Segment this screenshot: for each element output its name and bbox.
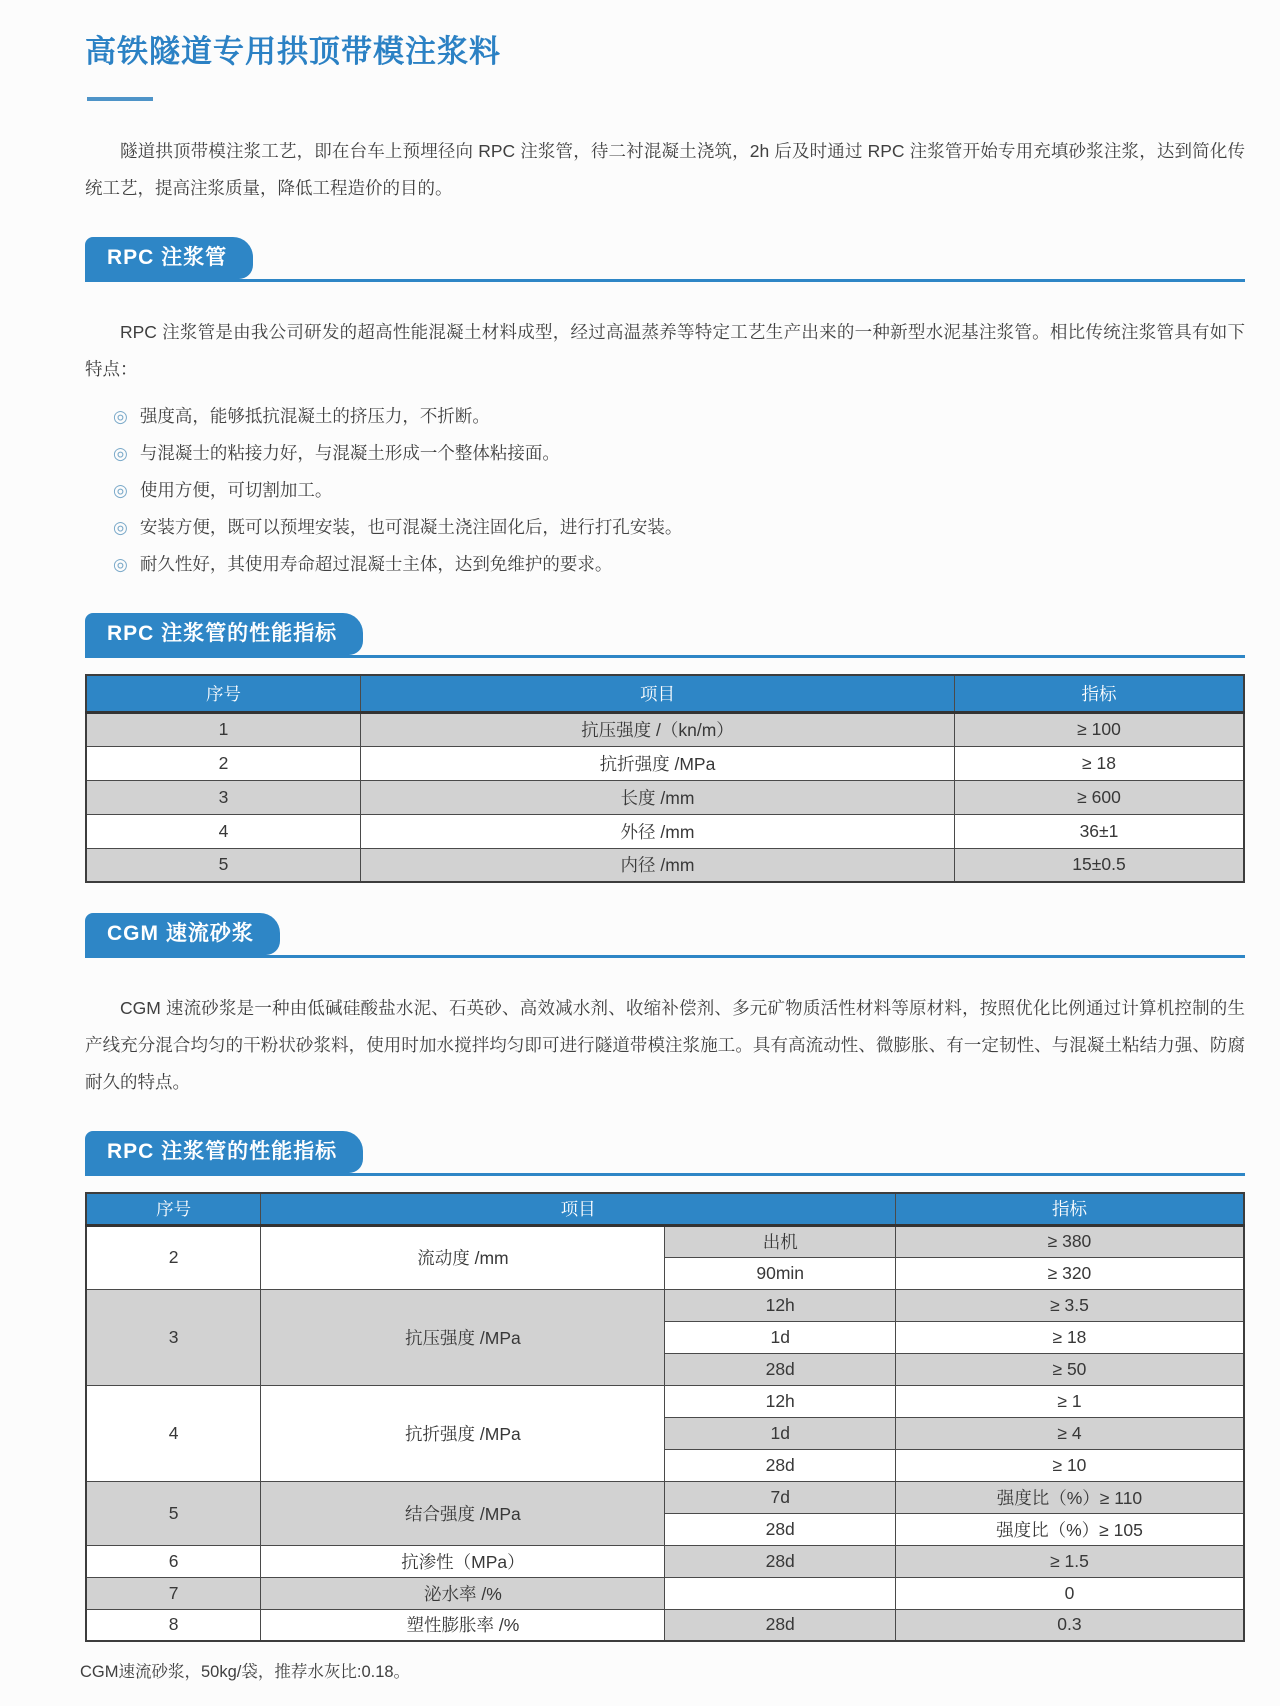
- cell-item: 抗渗性（MPa）: [261, 1545, 665, 1577]
- cell-item: 抗压强度 /MPa: [261, 1289, 665, 1385]
- cell-item: 流动度 /mm: [261, 1225, 665, 1289]
- table-row: [86, 1545, 1244, 1577]
- double-circle-bullet-icon: ◎: [113, 481, 128, 500]
- cell-condition: 1d: [665, 1321, 895, 1353]
- cell-condition: 28d: [665, 1609, 895, 1641]
- table-row: [86, 1577, 1244, 1609]
- cell-condition: [665, 1577, 895, 1609]
- cell-index: ≥ 4: [895, 1417, 1244, 1449]
- table-row: [86, 1225, 1244, 1257]
- double-circle-bullet-icon: ◎: [113, 444, 128, 463]
- cell-no: 2: [86, 1225, 261, 1289]
- cell-item: 长度 /mm: [360, 780, 954, 814]
- bullet-item: [113, 435, 1245, 472]
- bullet-text: 安装方便，既可以预埋安装，也可混凝土浇注固化后，进行打孔安装。: [139, 517, 683, 537]
- table-header-row: [86, 675, 1244, 712]
- cell-no: 5: [86, 848, 360, 882]
- cell-condition: 28d: [665, 1513, 895, 1545]
- column-header-index: 指标: [895, 1193, 1244, 1225]
- cell-index: 强度比（%）≥ 105: [895, 1513, 1244, 1545]
- cgm-table-body: [86, 1225, 1244, 1641]
- cell-item: 抗折强度 /MPa: [261, 1385, 665, 1481]
- table-row: [86, 780, 1244, 814]
- cell-condition: 28d: [665, 1449, 895, 1481]
- cell-condition: 出机: [665, 1225, 895, 1257]
- cell-no: 1: [86, 712, 360, 746]
- cell-index: ≥ 1.5: [895, 1545, 1244, 1577]
- rpc-pipe-paragraph: RPC 注浆管是由我公司研发的超高性能混凝土材料成型，经过高温蒸养等特定工艺生产出来的一种新型水泥基注浆管。相比传统注浆管具有如下特点：: [85, 322, 1245, 379]
- cell-no: 7: [86, 1577, 261, 1609]
- rpc-performance-table: [85, 674, 1245, 883]
- cell-no: 2: [86, 746, 360, 780]
- table-row: [86, 1609, 1244, 1641]
- cell-index: ≥ 320: [895, 1257, 1244, 1289]
- double-circle-bullet-icon: ◎: [113, 407, 128, 426]
- cell-condition: 90min: [665, 1257, 895, 1289]
- table-row: [86, 1385, 1244, 1417]
- cell-index: ≥ 100: [954, 712, 1244, 746]
- cell-condition: 28d: [665, 1545, 895, 1577]
- cell-item: 抗压强度 /（kn/m）: [360, 712, 954, 746]
- table-row: [86, 814, 1244, 848]
- table-row: [86, 712, 1244, 746]
- table-row: [86, 1289, 1244, 1321]
- cell-no: 4: [86, 1385, 261, 1481]
- cell-index: 0: [895, 1577, 1244, 1609]
- bullet-text: 强度高，能够抵抗混凝土的挤压力，不折断。: [139, 406, 490, 426]
- bullet-item: [113, 509, 1245, 546]
- column-header-index: 指标: [954, 675, 1244, 712]
- cell-condition: 1d: [665, 1417, 895, 1449]
- cgm-paragraph: CGM 速流砂浆是一种由低碱硅酸盐水泥、石英砂、高效减水剂、收缩补偿剂、多元矿物质活性材料等原材料，按照优化比例通过计算机控制的生产线充分混合均匀的干粉状砂浆料，使用时加水搅拌均匀即可进行隧道带模注浆施工。具有高流动性、微膨胀、有一定韧性、与混凝土粘结力强、防腐耐久的特点。: [85, 998, 1245, 1092]
- column-header-no: 序号: [86, 1193, 261, 1225]
- cell-index: 强度比（%）≥ 110: [895, 1481, 1244, 1513]
- cell-index: ≥ 10: [895, 1449, 1244, 1481]
- bullet-text: 使用方便，可切割加工。: [139, 480, 333, 500]
- cell-condition: 12h: [665, 1385, 895, 1417]
- section-head-rpc-performance: [85, 613, 1245, 658]
- cell-index: ≥ 50: [895, 1353, 1244, 1385]
- page-title: 高铁隧道专用拱顶带模注浆料: [85, 34, 501, 69]
- cell-item: 塑性膨胀率 /%: [261, 1609, 665, 1641]
- cell-index: ≥ 18: [954, 746, 1244, 780]
- intro-paragraph: 隧道拱顶带模注浆工艺，即在台车上预埋径向 RPC 注浆管，待二衬混凝土浇筑，2h 后及时通过 RPC 注浆管开始专用充填砂浆注浆，达到简化传统工艺，提高注浆质量，降低工程造价的目的。: [85, 141, 1245, 198]
- cell-no: 4: [86, 814, 360, 848]
- footer-note: CGM速流砂浆，50kg/袋，推荐水灰比:0.18。: [80, 1663, 411, 1681]
- cell-index: 36±1: [954, 814, 1244, 848]
- cell-index: 0.3: [895, 1609, 1244, 1641]
- cell-index: 15±0.5: [954, 848, 1244, 882]
- cell-item: 内径 /mm: [360, 848, 954, 882]
- rpc-table-body: [86, 712, 1244, 882]
- section-head-cgm: [85, 913, 1245, 958]
- cgm-performance-table: [85, 1192, 1245, 1642]
- section-badge: RPC 注浆管: [85, 237, 253, 279]
- cell-condition: 7d: [665, 1481, 895, 1513]
- column-header-no: 序号: [86, 675, 360, 712]
- cell-item: 结合强度 /MPa: [261, 1481, 665, 1545]
- cell-condition: 28d: [665, 1353, 895, 1385]
- bullet-item: [113, 546, 1245, 583]
- bullet-item: [113, 472, 1245, 509]
- cell-index: ≥ 600: [954, 780, 1244, 814]
- section-badge: CGM 速流砂浆: [85, 913, 280, 955]
- bullet-text: 耐久性好，其使用寿命超过混凝士主体，达到免维护的要求。: [139, 554, 613, 574]
- title-underline: [87, 97, 153, 101]
- double-circle-bullet-icon: ◎: [113, 518, 128, 537]
- rpc-feature-list: [85, 398, 1245, 583]
- cell-index: ≥ 3.5: [895, 1289, 1244, 1321]
- cell-no: 5: [86, 1481, 261, 1545]
- cell-index: ≥ 1: [895, 1385, 1244, 1417]
- table-row: [86, 848, 1244, 882]
- section-badge: RPC 注浆管的性能指标: [85, 613, 363, 655]
- column-header-item: 项目: [261, 1193, 896, 1225]
- cell-item: 外径 /mm: [360, 814, 954, 848]
- cell-no: 6: [86, 1545, 261, 1577]
- cell-no: 3: [86, 780, 360, 814]
- section-badge: RPC 注浆管的性能指标: [85, 1131, 363, 1173]
- section-head-cgm-performance: [85, 1131, 1245, 1176]
- double-circle-bullet-icon: ◎: [113, 555, 128, 574]
- cell-item: 抗折强度 /MPa: [360, 746, 954, 780]
- cell-index: ≥ 18: [895, 1321, 1244, 1353]
- cell-no: 8: [86, 1609, 261, 1641]
- cell-condition: 12h: [665, 1289, 895, 1321]
- column-header-item: 项目: [360, 675, 954, 712]
- cell-no: 3: [86, 1289, 261, 1385]
- bullet-item: [113, 398, 1245, 435]
- table-row: [86, 1481, 1244, 1513]
- cell-item: 泌水率 /%: [261, 1577, 665, 1609]
- table-header-row: [86, 1193, 1244, 1225]
- table-row: [86, 746, 1244, 780]
- cell-index: ≥ 380: [895, 1225, 1244, 1257]
- section-head-rpc-pipe: [85, 237, 1245, 282]
- bullet-text: 与混凝士的粘接力好，与混凝土形成一个整体粘接面。: [139, 443, 560, 463]
